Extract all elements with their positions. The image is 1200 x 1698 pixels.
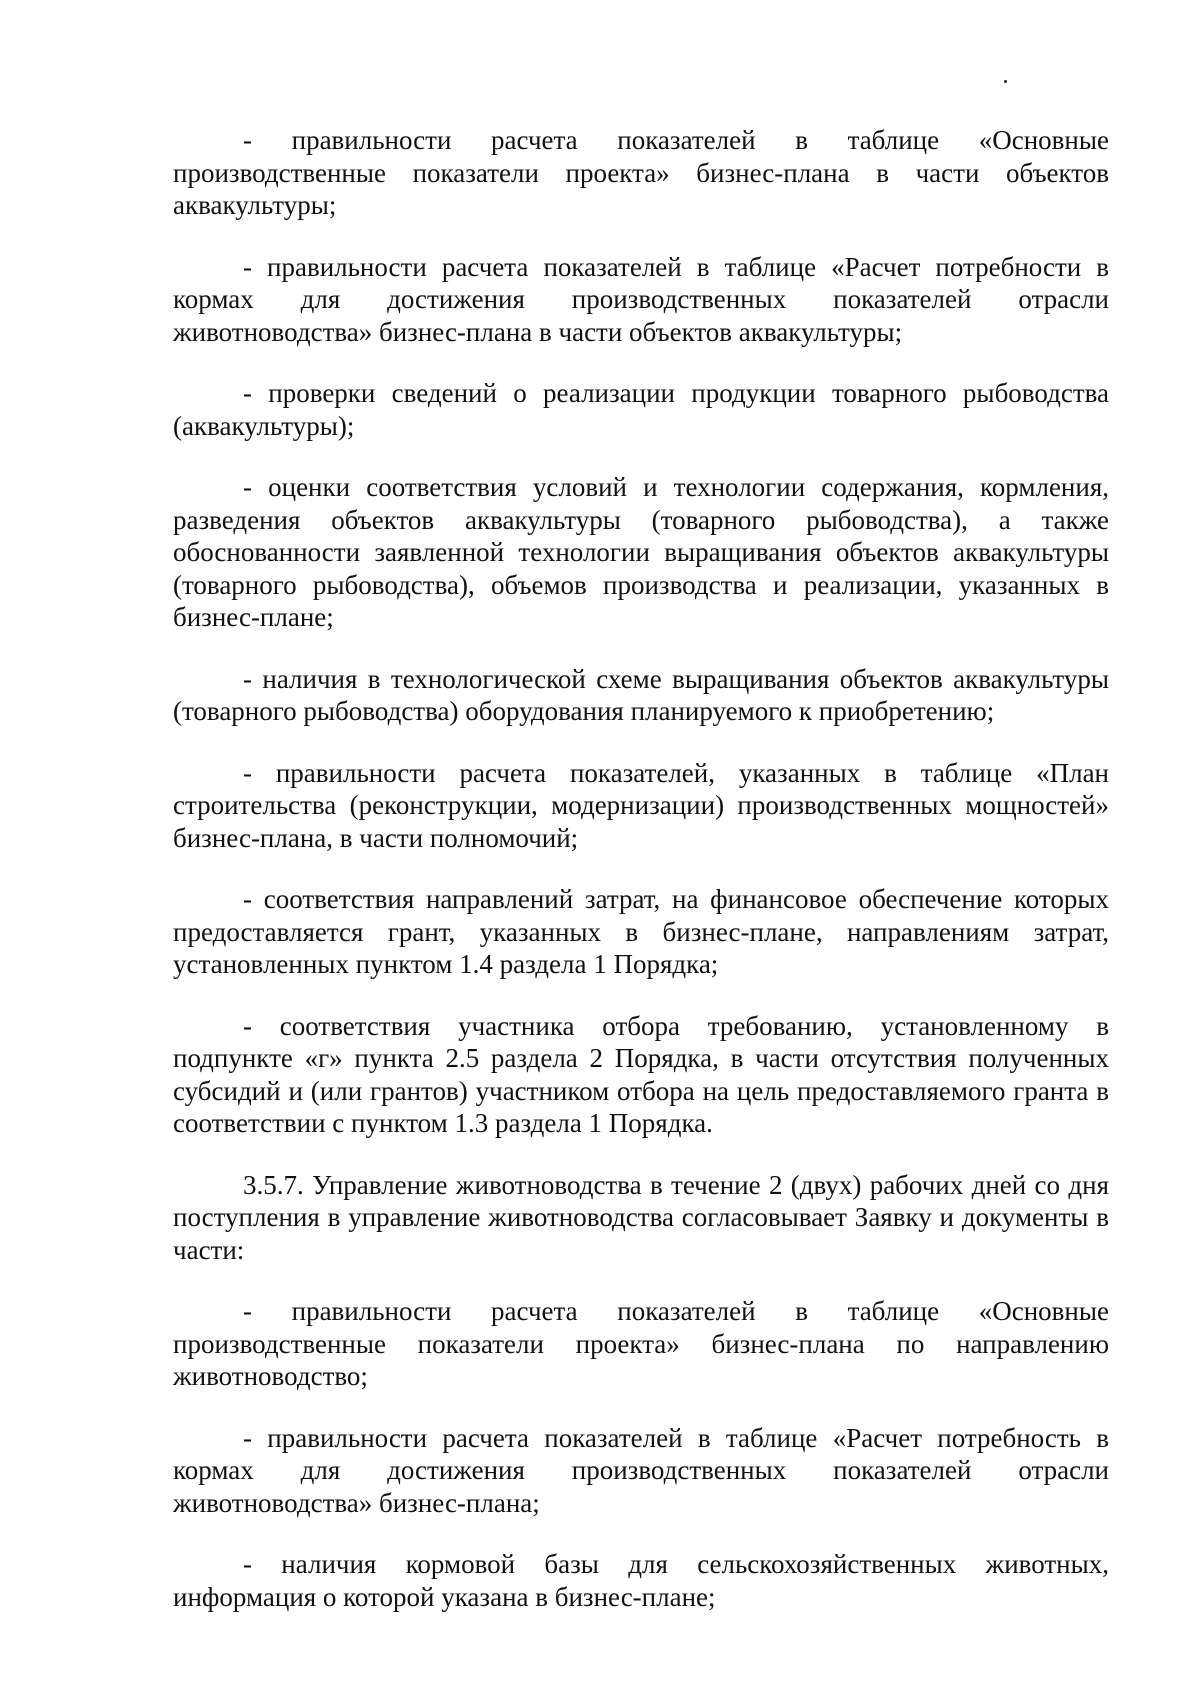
scan-artifact-dot — [1004, 80, 1007, 83]
document-body — [173, 124, 1109, 1613]
paragraph-technology-assessment: - оценки соответствия условий и технологии содержания, кормления, разведения объектов аквакультуры (товарного рыбоводства), а также обоснованности заявленной технологии выращивания объектов аквакультуры (товарного рыбоводства), объемов производства и реализации, указанных в бизнес-плане; — [173, 472, 1109, 632]
paragraph-cost-directions: - соответствия направлений затрат, на финансовое обеспечение которых предоставляется грант, указанных в бизнес-плане, направлениям затрат, установленных пунктом 1.4 раздела 1 Порядка; — [173, 884, 1109, 979]
paragraph-product-sales-check: - проверки сведений о реализации продукции товарного рыбоводства (аквакультуры); — [173, 378, 1109, 441]
paragraph-equipment-scheme: - наличия в технологической схеме выращивания объектов аквакультуры (товарного рыбоводства) оборудования планируемого к приобретению; — [173, 663, 1109, 726]
paragraph-section-3-5-7: 3.5.7. Управление животноводства в течение 2 (двух) рабочих дней со дня поступления в управление животноводства согласовывает Заявку и документы в части: — [173, 1169, 1109, 1265]
paragraph-aquaculture-feed-calculation: - правильности расчета показателей в таблице «Расчет потребности в кормах для достижения производственных показателей отрасли животноводства» бизнес-плана в части объектов аквакультуры; — [173, 251, 1109, 347]
paragraph-construction-plan: - правильности расчета показателей, указанных в таблице «План строительства (реконструкции, модернизации) производственных мощностей» бизнес-плана, в части полномочий; — [173, 757, 1109, 853]
paragraph-livestock-feed-calculation: - правильности расчета показателей в таблице «Расчет потребность в кормах для достижения производственных показателей отрасли животноводства» бизнес-плана; — [173, 1422, 1109, 1518]
paragraph-aquaculture-main-indicators: - правильности расчета показателей в таблице «Основные производственные показатели проекта» бизнес-плана в части объектов аквакультуры; — [173, 125, 1109, 220]
paragraph-feed-base: - наличия кормовой базы для сельскохозяйственных животных, информация о которой указана в бизнес-плане; — [173, 1549, 1109, 1612]
paragraph-participant-requirements: - соответствия участника отбора требованию, установленному в подпункте «г» пункта 2.5 раздела 2 Порядка, в части отсутствия полученных субсидий и (или грантов) участником отбора на цель предоставляемого гранта в соответствии с пунктом 1.3 раздела 1 Порядка. — [173, 1010, 1109, 1138]
paragraph-livestock-main-indicators: - правильности расчета показателей в таблице «Основные производственные показатели проекта» бизнес-плана по направлению животноводство; — [173, 1296, 1109, 1391]
